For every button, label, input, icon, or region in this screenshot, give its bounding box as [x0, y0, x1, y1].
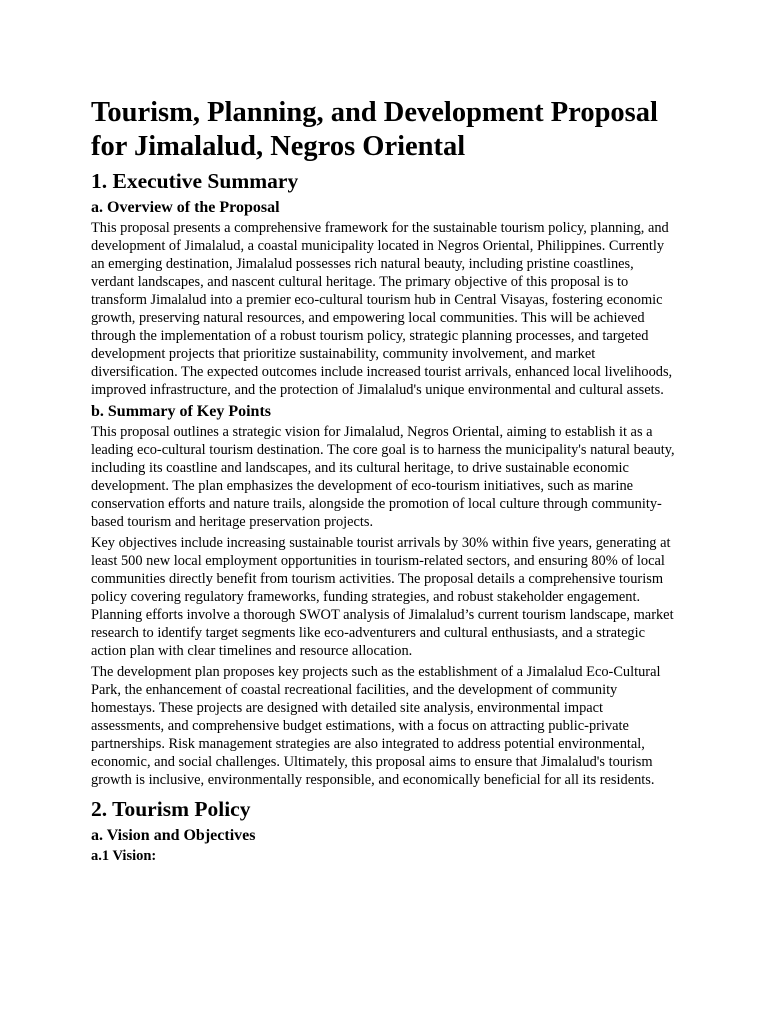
subsection-heading-overview: a. Overview of the Proposal	[91, 199, 280, 216]
subsubsection-heading-vision: a.1 Vision:	[91, 848, 157, 864]
paragraph-key-points-1: This proposal outlines a strategic vision for Jimalalud, Negros Oriental, aiming to establish it as a leading eco-cultural tourism destination. The core goal is to harness the municipality's natural beauty, including its coastline and landscapes, and its cultural heritage, to drive sustainable economic development. The plan emphasizes the development of eco-tourism initiatives, such as marine conservation efforts and nature trails, alongside the promotion of local culture through community-based tourism and heritage preservation projects.	[91, 424, 675, 530]
paragraph-key-points-2: Key objectives include increasing sustainable tourist arrivals by 30% within five years, generating at least 500 new local employment opportunities in tourism-related sectors, and ensuring 80% of local communities directly benefit from tourism activities. The proposal details a comprehensive tourism policy covering regulatory frameworks, funding strategies, and robust stakeholder engagement. Planning efforts involve a thorough SWOT analysis of Jimalalud’s current tourism landscape, market research to identify target segments like eco-adventurers and cultural enthusiasts, and a strategic action plan with clear timelines and resource allocation.	[91, 535, 674, 659]
section-heading-executive-summary: 1. Executive Summary	[91, 169, 299, 193]
subsection-heading-key-points: b. Summary of Key Points	[91, 403, 271, 420]
section-heading-tourism-policy: 2. Tourism Policy	[91, 797, 251, 821]
paragraph-overview: This proposal presents a comprehensive framework for the sustainable tourism policy, planning, and development of Jimalalud, a coastal municipality located in Negros Oriental, Philippines. Currently an emerging destination, Jimalalud possesses rich natural beauty, including pristine coastlines, verdant landscapes, and nascent cultural heritage. The primary objective of this proposal is to transform Jimalalud into a premier eco-cultural tourism hub in Central Visayas, fostering economic growth, preserving natural resources, and empowering local communities. This will be achieved through the implementation of a robust tourism policy, strategic planning processes, and targeted development projects that prioritize sustainability, community involvement, and market diversification. The expected outcomes include increased tourist arrivals, enhanced local livelihoods, improved infrastructure, and the protection of Jimalalud's unique environmental and cultural assets.	[91, 220, 673, 398]
paragraph-key-points-3: The development plan proposes key projects such as the establishment of a Jimalalud Eco-Cultural Park, the enhancement of coastal recreational facilities, and the development of community homestays. These projects are designed with detailed site analysis, environmental impact assessments, and comprehensive budget estimations, with a focus on attracting public-private partnerships. Risk management strategies are also integrated to address potential environmental, economic, and social challenges. Ultimately, this proposal aims to ensure that Jimalalud's tourism growth is inclusive, environmentally responsible, and economically beneficial for all its residents.	[91, 664, 661, 788]
document-page	[91, 96, 679, 865]
subsection-heading-vision-objectives: a. Vision and Objectives	[91, 827, 256, 844]
document-title: Tourism, Planning, and Development Proposal for Jimalalud, Negros Oriental	[91, 97, 658, 162]
